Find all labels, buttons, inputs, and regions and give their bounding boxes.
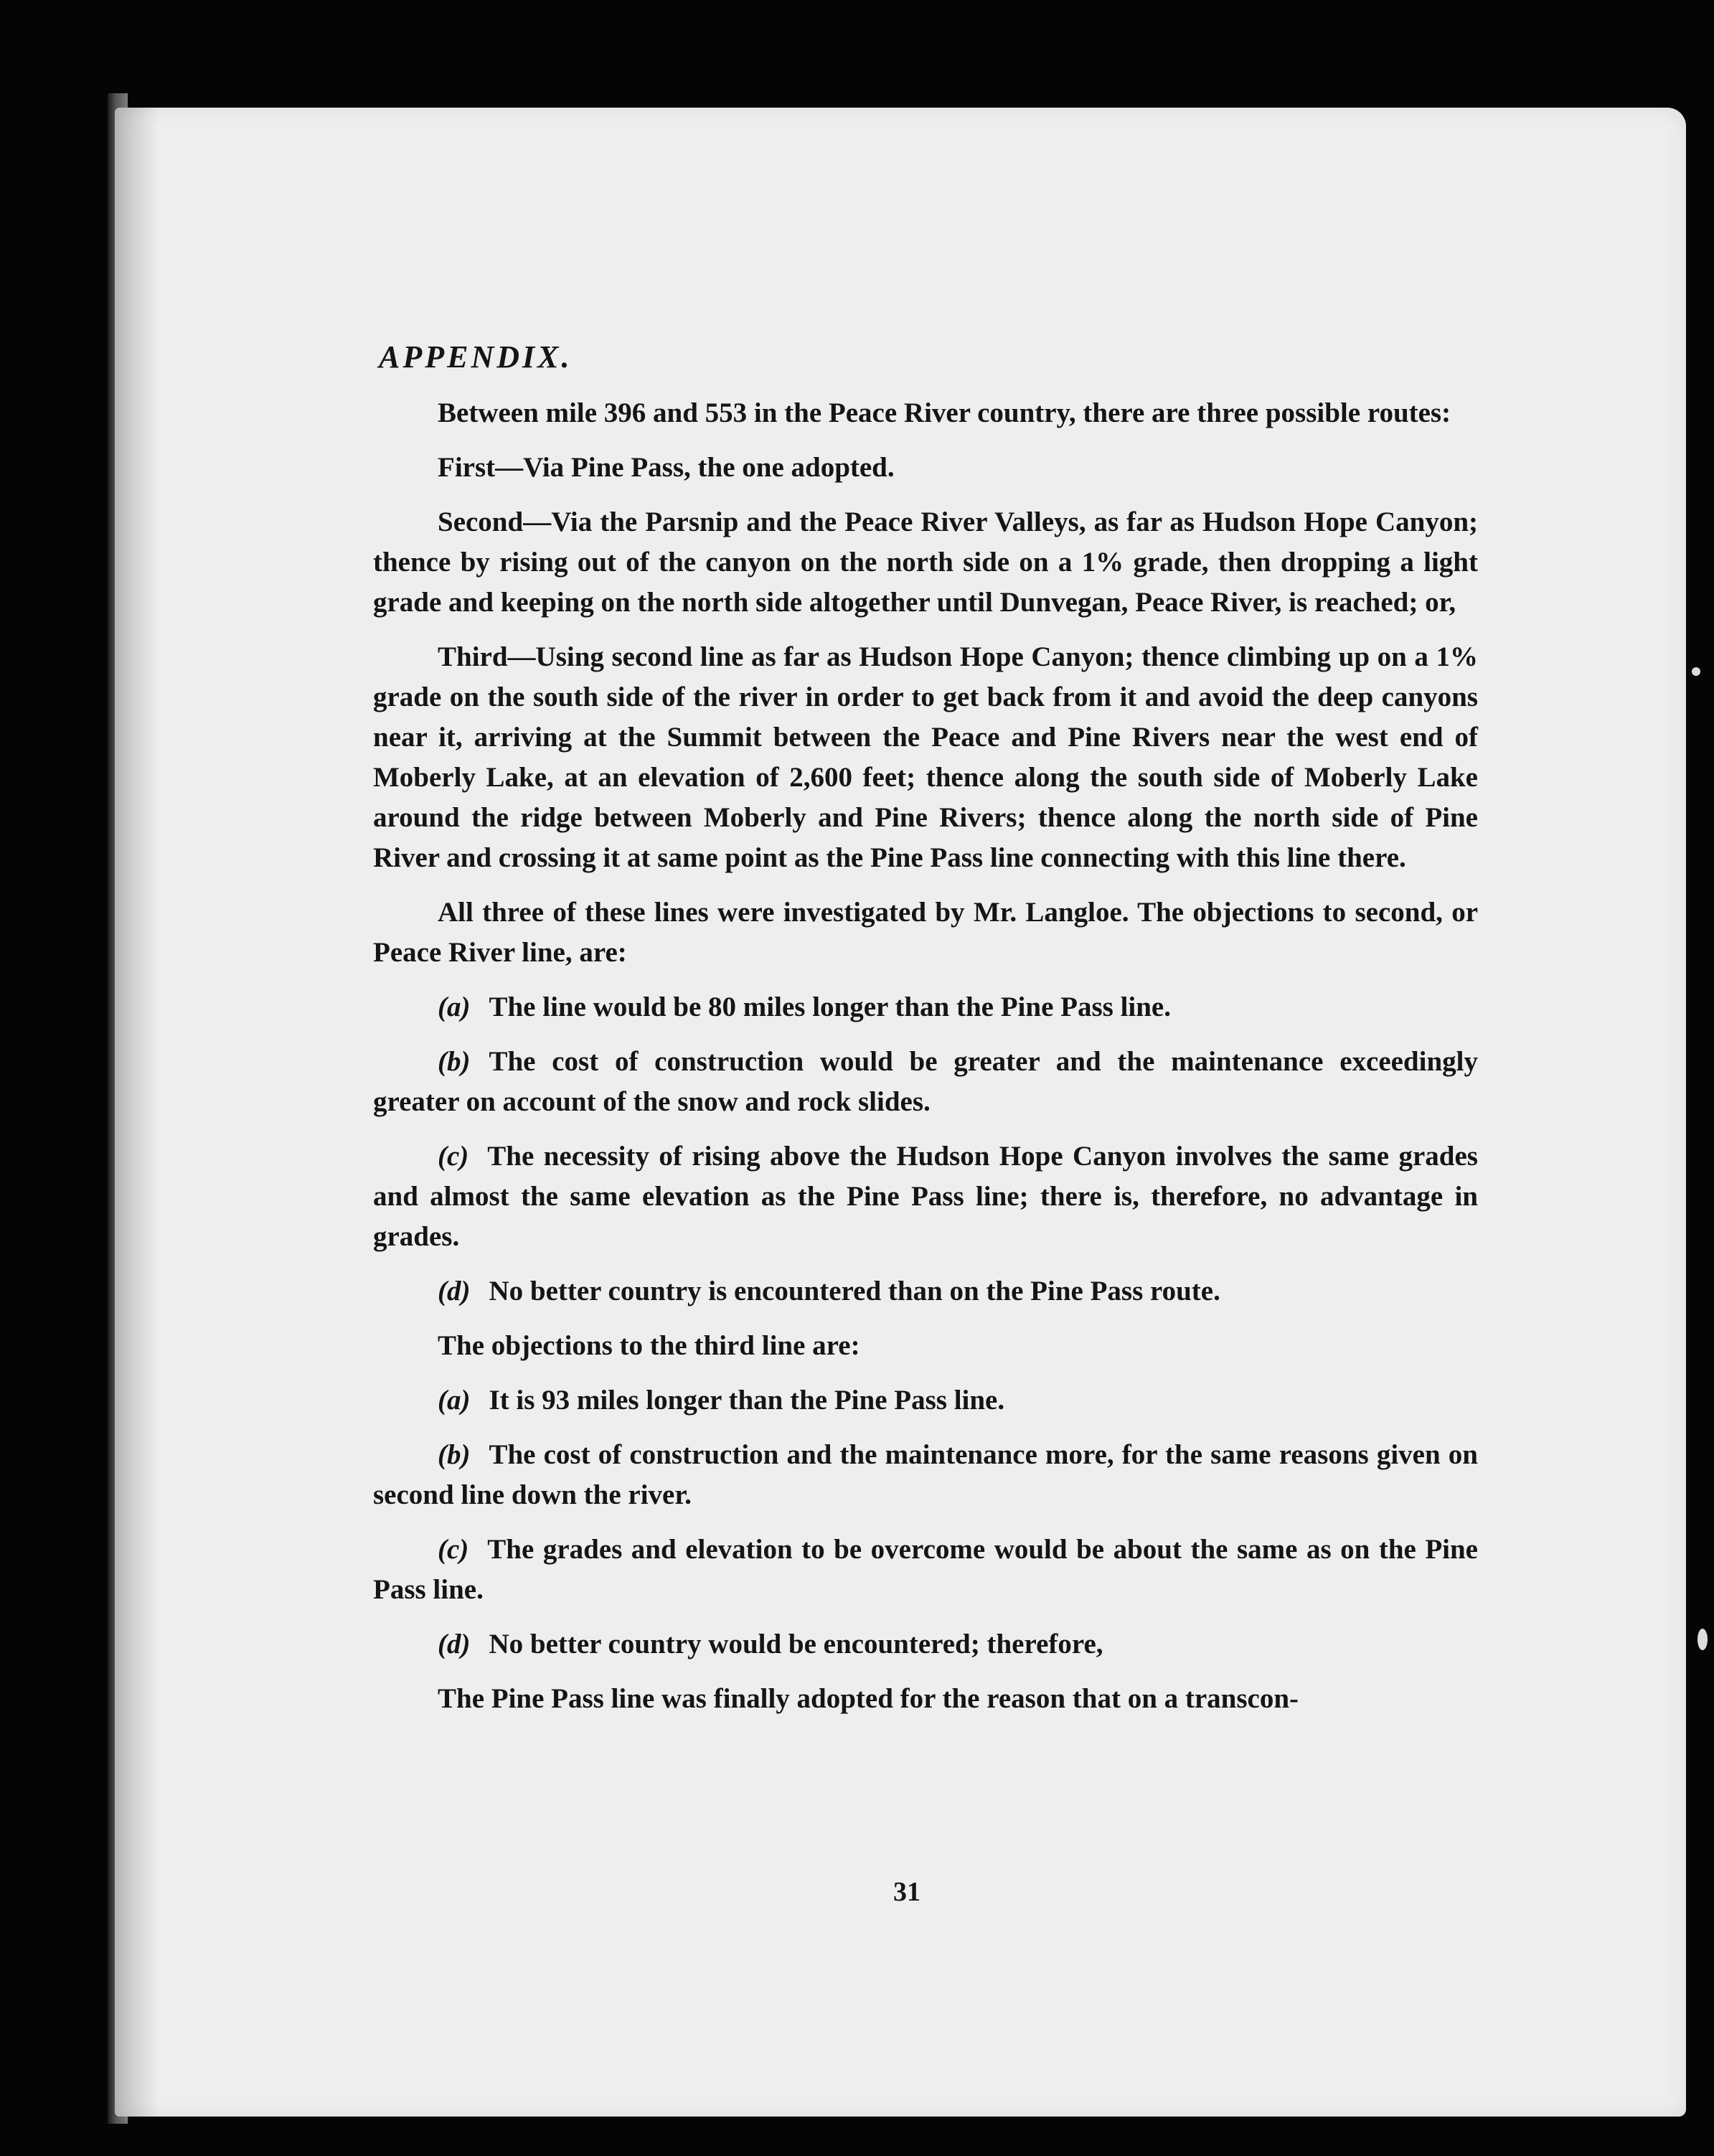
item-text: The necessity of rising above the Hudson Hope Canyon involves the same grades and almost the same elevation as the Pine Pass line; there is, therefore, no advantage in grades.: [373, 1141, 1478, 1252]
objection-second-b: [373, 1042, 1478, 1122]
item-label: (a): [438, 1385, 471, 1416]
item-label: (a): [438, 992, 471, 1022]
item-text: The line would be 80 miles longer than the Pine Pass line.: [489, 992, 1171, 1022]
item-text: No better country would be encountered; therefore,: [489, 1629, 1103, 1660]
objection-second-d: [373, 1271, 1478, 1312]
appendix-heading: APPENDIX.: [379, 339, 573, 375]
item-label: (d): [438, 1629, 471, 1660]
objection-second-c: [373, 1136, 1478, 1257]
page-number: 31: [893, 1877, 920, 1907]
item-text: The grades and elevation to be overcome would be about the same as on the Pine Pass line.: [373, 1534, 1478, 1605]
item-label: (b): [438, 1439, 471, 1470]
item-text: No better country is encountered than on the Pine Pass route.: [489, 1276, 1220, 1307]
objection-third-c: [373, 1530, 1478, 1610]
paragraph-first-route: First—Via Pine Pass, the one adopted.: [438, 452, 895, 483]
objection-third-b: [373, 1435, 1478, 1515]
item-text: It is 93 miles longer than the Pine Pass line.: [489, 1385, 1005, 1416]
item-label: (b): [438, 1046, 471, 1077]
item-text: The cost of construction and the maintenance more, for the same reasons given on second line down the river.: [373, 1439, 1478, 1510]
objection-second-a: [373, 987, 1478, 1027]
dust-speck: [1697, 1629, 1708, 1650]
paragraph-closing: The Pine Pass line was finally adopted for the reason that on a transcon-: [438, 1683, 1299, 1714]
item-label: (c): [438, 1534, 469, 1565]
item-text: The cost of construction would be greater and the maintenance exceedingly greater on account of the snow and rock slides.: [373, 1046, 1478, 1117]
paragraph-second-route: Second—Via the Parsnip and the Peace River Valleys, as far as Hudson Hope Canyon; thence by rising out of the canyon on the north side on a 1% grade, then dropping a light grade and keeping on the north side altogether until Dunvegan, Peace River, is reached; or,: [373, 507, 1478, 618]
paragraph-third-route: Third—Using second line as far as Hudson Hope Canyon; thence climbing up on a 1% grade on the south side of the river in order to get back from it and avoid the deep canyons near it, arriving at the Summit between the Peace and Pine Rivers near the west end of Moberly Lake, at an elevation of 2,600 feet; thence along the south side of Moberly Lake around the ridge between Moberly and Pine Rivers; thence along the north side of Pine River and crossing it at same point as the Pine Pass line connecting with this line there.: [373, 641, 1478, 873]
page-text: [373, 337, 1478, 1733]
dust-speck: [1692, 667, 1700, 676]
paragraph-routes-intro: Between mile 396 and 553 in the Peace River country, there are three possible routes:: [438, 397, 1451, 428]
paragraph-third-objections-intro: The objections to the third line are:: [438, 1330, 860, 1361]
objection-third-d: [373, 1624, 1478, 1665]
paragraph-investigation: All three of these lines were investigated by Mr. Langloe. The objections to second, or Peace River line, are:: [373, 897, 1478, 968]
objection-third-a: [373, 1380, 1478, 1421]
item-label: (c): [438, 1141, 469, 1172]
binding-shadow: [115, 108, 158, 2117]
item-label: (d): [438, 1276, 471, 1307]
